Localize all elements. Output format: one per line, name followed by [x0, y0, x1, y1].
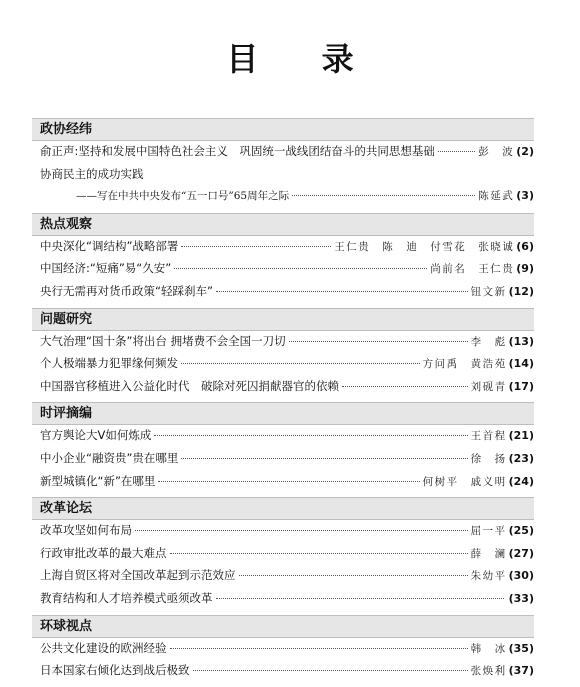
toc-entry[interactable] [32, 188, 534, 211]
entry-authors: 屈一平 [470, 525, 507, 538]
entry-title: 中央深化“调结构”战略部署 [40, 238, 179, 253]
entry-title: 上海自贸区将对全国改革起到示范效应 [40, 568, 236, 583]
section-header: 热点观察 [32, 213, 534, 236]
toc-entry[interactable] [32, 473, 534, 496]
entry-authors: 方问禹 黄浩苑 [422, 358, 507, 371]
toc-section [32, 615, 534, 685]
page-title: 目 录 [226, 40, 380, 78]
dot-leader [181, 246, 331, 247]
dot-leader [216, 598, 504, 599]
section-header: 政协经纬 [32, 118, 534, 141]
entry-title: 央行无需再对货币政策“轻踩刹车” [40, 283, 213, 298]
section-header: 时评摘编 [32, 402, 534, 425]
entry-title: 改革攻坚如何布局 [40, 523, 132, 538]
toc-entry[interactable] [32, 143, 534, 166]
entry-title: 行政审批改革的最大难点 [40, 545, 167, 560]
entry-title: 协商民主的成功实践 [40, 166, 144, 181]
entry-page-number: (37) [508, 664, 534, 678]
entry-page-number: (14) [508, 357, 534, 371]
dot-leader [181, 458, 467, 459]
toc-entry[interactable] [32, 260, 534, 283]
entry-title: ——写在中共中央发布“五一口号”65周年之际 [76, 190, 290, 203]
entry-page-number: (6) [516, 239, 534, 253]
entry-page-number: (23) [508, 451, 534, 465]
entry-page-number: (24) [508, 474, 534, 488]
entry-authors: 王仁贵 陈 迪 付雪花 张晓诚 [334, 240, 515, 253]
entry-page-number: (25) [508, 524, 534, 538]
entry-authors: 张焕利 [470, 665, 507, 678]
entry-page-number: (12) [508, 284, 534, 298]
entry-authors: 王首程 [470, 430, 507, 443]
entry-page-number: (21) [508, 429, 534, 443]
toc-entry[interactable] [32, 567, 534, 590]
toc-entry[interactable] [32, 238, 534, 261]
entry-authors: 李 彪 [470, 335, 507, 348]
dot-leader [181, 363, 420, 364]
entry-authors: 陈延武 [478, 190, 515, 203]
entry-page-number: (9) [516, 262, 534, 276]
toc-entry[interactable] [32, 427, 534, 450]
toc-entry[interactable] [32, 333, 534, 356]
toc-sections [32, 118, 534, 687]
dot-leader [170, 553, 468, 554]
dot-leader [193, 670, 468, 671]
entry-title: 教育结构和人才培养模式亟须改革 [40, 590, 213, 605]
dot-leader [154, 435, 467, 436]
entry-page-number: (17) [508, 379, 534, 393]
dot-leader [216, 291, 468, 292]
toc-section [32, 308, 534, 401]
toc-entry[interactable] [32, 640, 534, 663]
entry-authors: 钮文新 [470, 285, 507, 298]
entry-page-number: (33) [508, 591, 534, 605]
section-header: 问题研究 [32, 308, 534, 331]
dot-leader [239, 575, 468, 576]
section-header: 改革论坛 [32, 497, 534, 520]
entry-page-number: (30) [508, 569, 534, 583]
entry-authors: 朱幼平 [470, 570, 507, 583]
entry-title: 大气治理“国十条”将出台 拥堵费不会全国一刀切 [40, 333, 286, 348]
entry-page-number: (35) [508, 641, 534, 655]
entry-page-number: (3) [516, 189, 534, 203]
entry-title: 中国器官移植进入公益化时代 破除对死囚捐献器官的依赖 [40, 378, 339, 393]
toc-entry[interactable] [32, 450, 534, 473]
entry-authors: 薛 澜 [470, 547, 507, 560]
entry-title: 个人极端暴力犯罪缘何频发 [40, 356, 178, 371]
entry-title: 官方舆论大V如何炼成 [40, 428, 152, 443]
dot-leader [292, 195, 475, 196]
toc-section [32, 402, 534, 495]
entry-authors: 刘砚青 [470, 380, 507, 393]
dot-leader [289, 341, 468, 342]
entry-page-number: (13) [508, 334, 534, 348]
entry-authors: 韩 冰 [470, 642, 507, 655]
entry-title: 新型城镇化“新”在哪里 [40, 473, 156, 488]
dot-leader [174, 268, 427, 269]
dot-leader [342, 386, 468, 387]
entry-page-number: (2) [516, 145, 534, 158]
toc-section [32, 213, 534, 306]
toc-entry[interactable] [32, 590, 534, 613]
toc-section [32, 118, 534, 211]
toc-entry[interactable] [32, 283, 534, 306]
toc-entry[interactable] [32, 662, 534, 685]
toc-entry[interactable] [32, 378, 534, 401]
entry-title: 日本国家右倾化达到战后极致 [40, 663, 190, 678]
section-header: 环球视点 [32, 615, 534, 638]
entry-authors: 何树平 戚义明 [422, 475, 507, 488]
entry-page-number: (27) [508, 546, 534, 560]
toc-entry[interactable] [32, 166, 534, 189]
entry-title: 俞正声:坚持和发展中国特色社会主义 巩固统一战线团结奋斗的共同思想基础 [40, 144, 435, 158]
dot-leader [135, 530, 468, 531]
entry-title: 公共文化建设的欧洲经验 [40, 640, 167, 655]
entry-authors: 彭 波 [478, 146, 515, 158]
entry-authors: 尚前名 王仁贵 [430, 263, 515, 276]
dot-leader [438, 151, 475, 152]
toc-entry[interactable] [32, 355, 534, 378]
entry-authors: 徐 扬 [470, 452, 507, 465]
dot-leader [170, 648, 468, 649]
toc-section [32, 497, 534, 612]
toc-entry[interactable] [32, 545, 534, 568]
toc-entry[interactable] [32, 522, 534, 545]
dot-leader [158, 481, 419, 482]
entry-title: 中小企业“融资贵”贵在哪里 [40, 450, 179, 465]
entry-title: 中国经济:“短痛”易“久安” [40, 261, 172, 276]
